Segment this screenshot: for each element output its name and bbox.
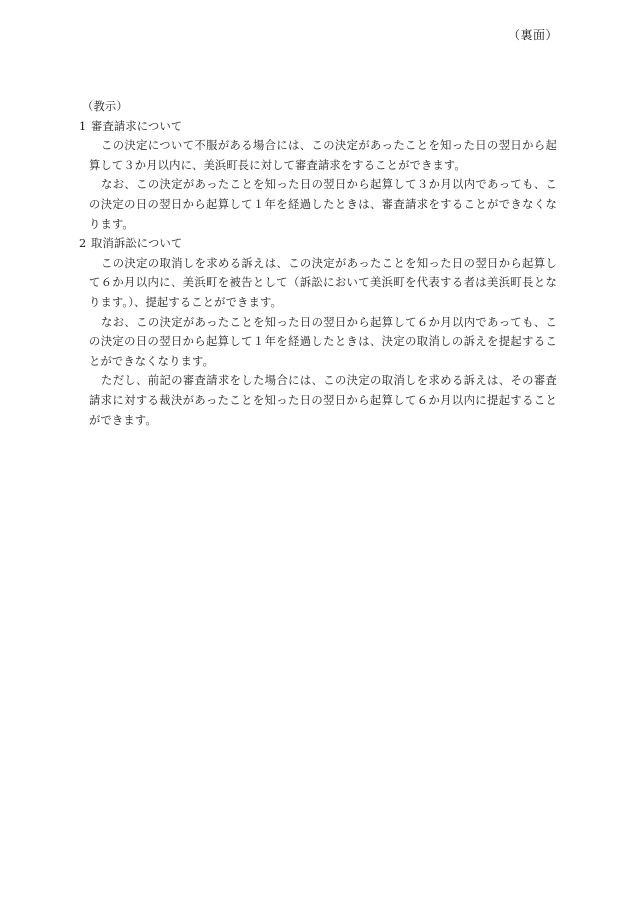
notice-heading: （教示） (82, 100, 128, 113)
notice-content (79, 97, 557, 430)
paragraph: この決定について不服がある場合には、この決定があったことを知った日の翌日から起算して３か月以内に、美浜町長に対して審査請求をすることができます。 (89, 139, 557, 172)
section-heading (79, 234, 557, 254)
paragraph: ただし、前記の審査請求をした場合には、この決定の取消しを求める訴えは、その審査請求に対する裁決があったことを知った日の翌日から起算して６か月以内に提起することができます。 (89, 374, 557, 427)
paragraph: なお、この決定があったことを知った日の翌日から起算して３か月以内であっても、この決定の日の翌日から起算して１年を経過したときは、審査請求をすることができなくなります。 (89, 178, 557, 231)
paragraph: この決定の取消しを求める訴えは、この決定があったことを知った日の翌日から起算して６か月以内に、美浜町を被告として（訴訟において美浜町を代表する者は美浜町長となります。）、提起することができます。 (89, 256, 557, 309)
section-revocation-suit (79, 234, 557, 430)
section-title: 審査請求について (91, 119, 183, 133)
section-number: 1 (79, 119, 87, 133)
section-title: 取消訴訟について (91, 237, 183, 251)
page-side-label: （裏面） (507, 28, 558, 42)
section-number: 2 (79, 237, 87, 251)
paragraph: なお、この決定があったことを知った日の翌日から起算して６か月以内であっても、この決定の日の翌日から起算して１年を経過したときは、決定の取消しの訴えを提起することができなくなります。 (89, 315, 557, 368)
section-examination-request (79, 117, 557, 235)
section-heading (79, 117, 557, 137)
